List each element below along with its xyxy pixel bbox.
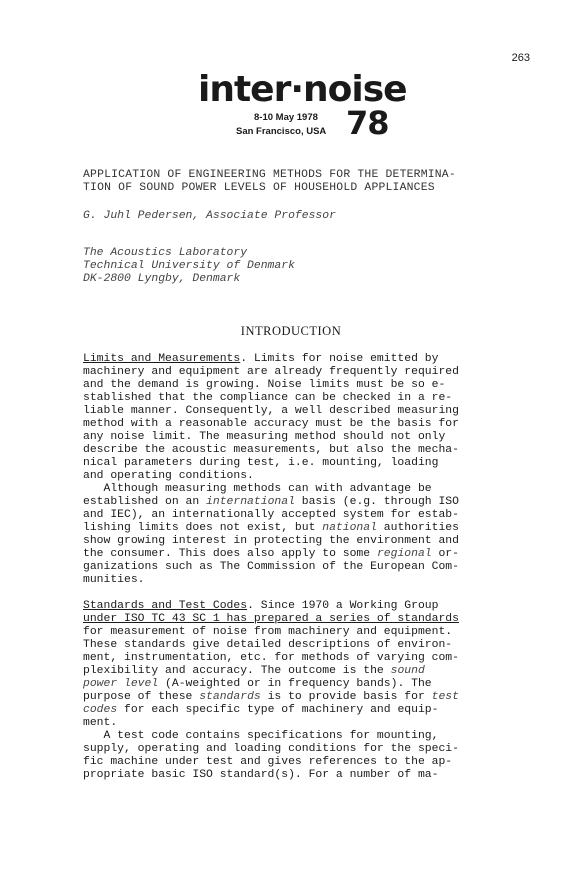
text-run: ment. [83,717,118,729]
body-line [83,691,513,704]
italic-text: power level [83,678,159,690]
logo-place: San Francisco, USA [236,126,327,137]
body-line [83,379,513,392]
body-line [83,405,513,418]
logo-year: 78 [346,104,389,142]
body-line [83,678,513,691]
affiliation-line: The Acoustics Laboratory [83,247,248,259]
body-text [83,353,513,782]
text-run: or- [431,548,459,560]
text-run: basis (e.g. through ISO [294,496,459,508]
page-number: 263 [511,52,530,64]
text-run: authorities [376,522,459,534]
text-run: purpose of these [83,691,200,703]
text-run: and the demand is growing. Noise limits must be so e- [83,379,446,391]
text-run: for each specific type of machinery and equip- [117,704,439,716]
body-line [83,665,513,678]
body-line [83,522,513,535]
text-run: propriate basic ISO standard(s). For a number of ma- [83,769,439,781]
underlined-text: under ISO TC 43 SC 1 has prepared a series of standards [83,613,459,625]
italic-text: sound [390,665,425,677]
text-run: machinery and equipment are already frequently required [83,366,459,378]
text-run: ganizations such as The Commission of the European Com- [83,561,459,573]
italic-text: international [206,496,295,508]
text-run: stablished that the compliance can be checked in a re- [83,392,453,404]
text-run: . Limits for noise emitted by [240,353,439,365]
text-run: . Since 1970 a Working Group [247,600,439,612]
body-line [83,548,513,561]
conference-logo [196,69,407,146]
text-run: nical parameters during test, i.e. mounting, loading [83,457,439,469]
text-run: describe the acoustic measurements, but also the mecha- [83,444,459,456]
text-run: fic machine under test and gives references to the ap- [83,756,453,768]
italic-text: national [322,522,377,534]
logo-wordmark: inter·noise [198,69,407,110]
text-run: (A-weighted or in frequency bands). The [158,678,432,690]
italic-text: codes [83,704,118,716]
logo-dates: 8-10 May 1978 [254,112,318,123]
body-line [83,652,513,665]
italic-text: regional [376,548,432,560]
text-run: the consumer. This does also apply to some [83,548,377,560]
text-run: method with a reasonable accuracy must be the basis for [83,418,459,430]
body-line [83,353,513,366]
underlined-text: Standards and Test Codes [83,600,248,612]
text-run: show growing interest in protecting the environment and [83,535,459,547]
body-line [83,561,513,574]
body-line [83,496,513,509]
body-line [83,743,513,756]
affiliation-line: Technical University of Denmark [83,260,295,272]
text-run: supply, operating and loading conditions for the speci- [83,743,459,755]
body-line [83,431,513,444]
body-line [83,457,513,470]
body-line [83,366,513,379]
affiliation [83,247,295,286]
text-run: any noise limit. The measuring method should not only [83,431,446,443]
text-run: lishing limits does not exist, but [83,522,323,534]
text-run: for measurement of noise from machinery and equipment. [83,626,453,638]
body-line [83,626,513,639]
text-run: and IEC), an internationally accepted system for estab- [83,509,459,521]
underlined-text: Limits and Measurements [83,353,241,365]
text-run: These standards give detailed descriptions of environ- [83,639,453,651]
paper-title [83,169,523,195]
section-heading: INTRODUCTION [240,324,342,338]
body-line [83,730,513,743]
text-run: plexibility and accuracy. The outcome is the [83,665,391,677]
text-run: established on an [83,496,207,508]
text-run: munities. [83,574,145,586]
paragraph-gap [83,587,513,600]
title-line: TION OF SOUND POWER LEVELS OF HOUSEHOLD APPLIANCES [83,182,435,194]
body-line [83,769,513,782]
title-line: APPLICATION OF ENGINEERING METHODS FOR THE DETERMINA- [83,169,456,181]
text-run: and operating conditions. [83,470,254,482]
text-run: is to provide basis for [260,691,432,703]
body-line [83,717,513,730]
text-run: liable manner. Consequently, a well described measuring [83,405,459,417]
affiliation-line: DK-2800 Lyngby, Denmark [83,273,241,285]
body-line [83,418,513,431]
body-line [83,613,513,626]
body-line [83,756,513,769]
body-line [83,509,513,522]
body-line [83,600,513,613]
body-line [83,483,513,496]
text-run: Although measuring methods can with advantage be [83,483,432,495]
body-line [83,574,513,587]
text-run: ment, instrumentation, etc. for methods of varying com- [83,652,459,664]
text-run: A test code contains specifications for mounting, [83,730,439,742]
body-line [83,392,513,405]
body-line [83,639,513,652]
body-line [83,470,513,483]
italic-text: standards [199,691,261,703]
body-line [83,444,513,457]
body-line [83,535,513,548]
author: G. Juhl Pedersen, Associate Professor [83,210,336,222]
body-line [83,704,513,717]
italic-text: test [431,691,459,703]
